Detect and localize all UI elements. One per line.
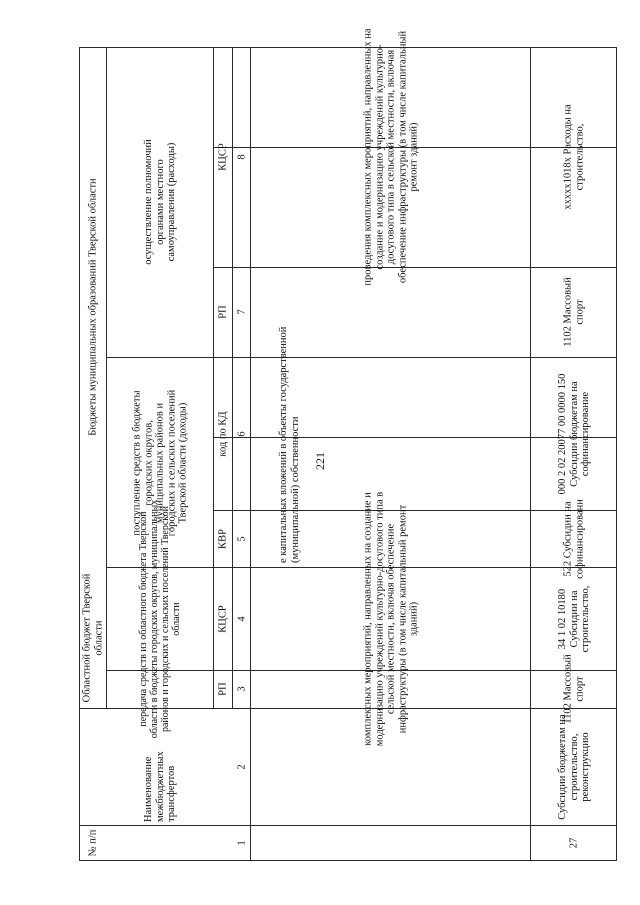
continuation-kcsr: комплексных мероприятий, направленных на создание и модернизацию учреждений культурно-досугового типа в сельской местности, включая обеспечение инфраструктуры (в том числе капитальный ремонт зданий): [361, 491, 419, 746]
page-number: 221: [313, 452, 327, 470]
header-municipal-expense: осуществление полномочий органами местного самоуправления (расходы): [142, 139, 177, 265]
continuation-kcsr2: проведения комплексных мероприятий, направленных на создание и модернизацию учреждений культурно-досугового типа в сельской местности, включая обеспечение инфраструктуры (в том числе капитальный ремонт зданий): [361, 28, 419, 286]
row27-num: 27: [567, 837, 579, 848]
row27-rp2: 1102 Массовый спорт: [562, 277, 585, 347]
budget-table: [79, 28, 617, 861]
col-number-7: 7: [235, 309, 247, 315]
header-rp2: РП: [217, 305, 229, 319]
col-number-5: 5: [235, 535, 247, 542]
row27-rp: 1102 Массовый спорт: [562, 654, 585, 724]
col-number-8: 8: [235, 154, 247, 160]
header-kvr: КВР: [217, 528, 229, 549]
header-num: № п/п: [87, 829, 99, 856]
row27-kcsr2: xxxxx1018x Расходы на строительство,: [562, 104, 585, 210]
header-rp: РП: [217, 682, 229, 696]
col-number-2: 2: [235, 763, 247, 770]
header-oblast-purpose: передача средств из областного бюджета Тверской области в бюджеты городских округов, муниципальных районов и городских и сельских поселений Тверской области: [138, 499, 182, 739]
header-kcsr2: КЦСР: [217, 143, 229, 171]
continuation-kvr: е капитальных вложений в объекты государственной (муниципальной) собственности: [278, 326, 301, 563]
header-oblast-budget: Областной бюджет Тверской области: [81, 573, 104, 703]
row27-kvr: 522 Субсидии на софинансировани: [562, 498, 585, 579]
col-number-1: 1: [235, 839, 247, 846]
col-number-3: 3: [235, 686, 247, 692]
row27-kcsr: 34 1 02 10180 Субсидии на строительство,: [556, 585, 591, 652]
header-kcsr: КЦСР: [217, 604, 229, 633]
header-municipal-budgets: Бюджеты муниципальных образований Тверской области: [87, 178, 99, 436]
col-number-6: 6: [235, 430, 247, 437]
header-municipal-income: поступление средств в бюджеты городских округов, муниципальных районов и городских и сельских поселений Тверской области (доходы): [131, 389, 189, 536]
row27-kd: 000 2 02 20077 00 0000 150 Субсидии бюджетам на софинансирование: [556, 373, 591, 494]
header-name: Наименование межбюджетных трансфертов: [142, 751, 177, 822]
row27-name: Субсидии бюджетам на строительство, реконструкцию: [556, 713, 591, 820]
col-number-4: 4: [235, 615, 247, 622]
header-kd: код по КД: [217, 410, 229, 457]
